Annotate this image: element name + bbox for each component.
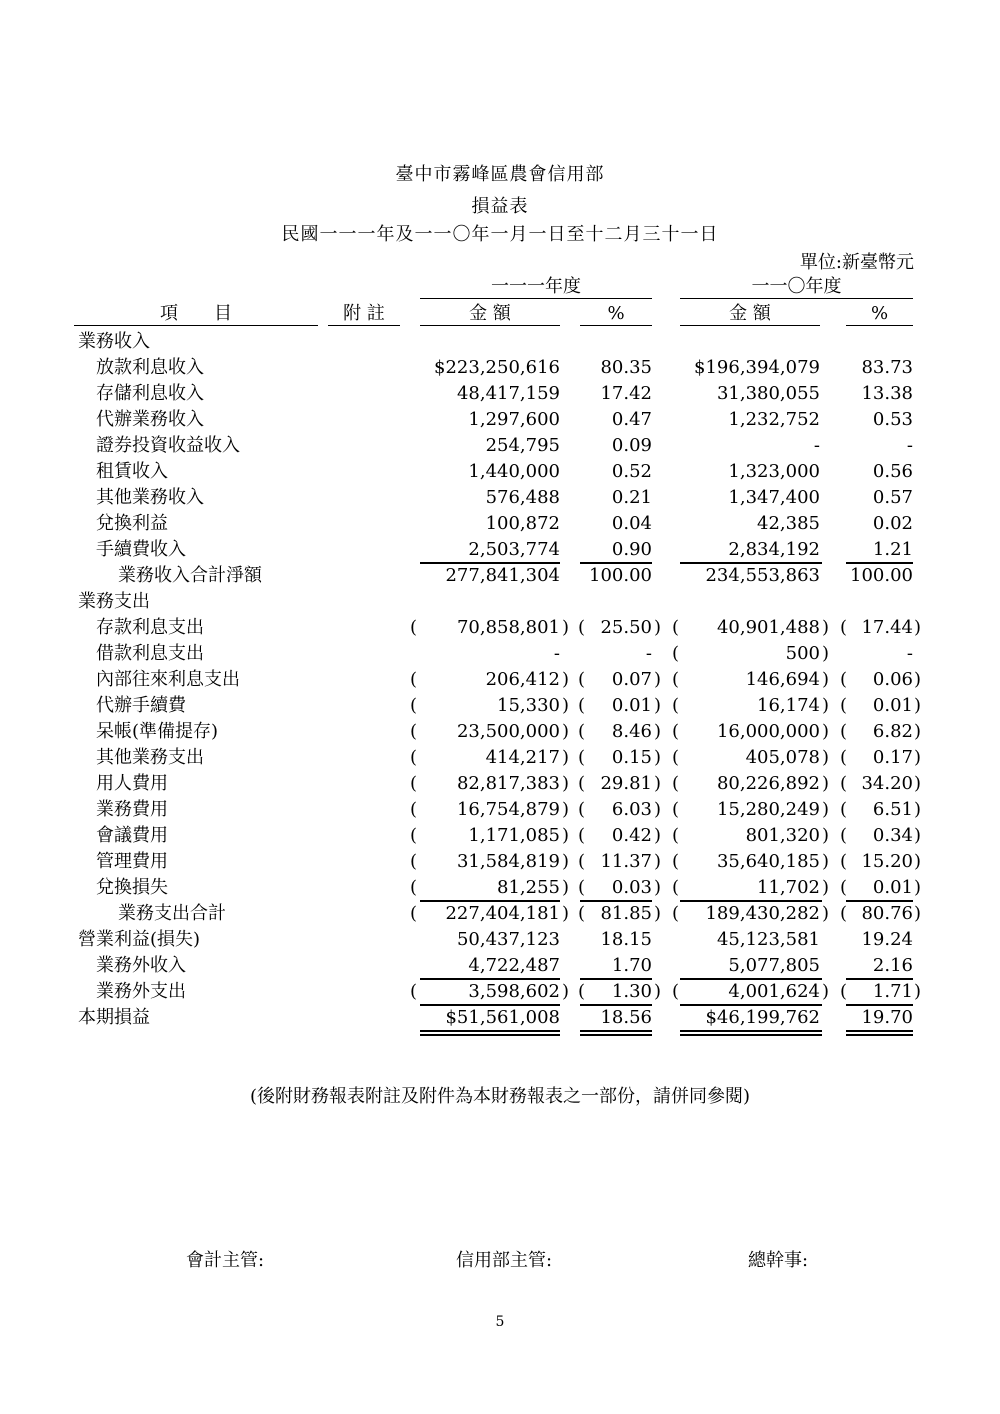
amount-110-value: 500 (785, 643, 820, 664)
paren-mark: ( (410, 981, 418, 1002)
paren-mark: ( (410, 799, 418, 820)
paren-mark: ) (562, 747, 570, 768)
pct-110-value: 19.70 (861, 1007, 913, 1028)
paren-mark: ) (822, 799, 830, 820)
paren-mark: ( (410, 721, 418, 742)
pct-110-value: 80.76 (861, 903, 913, 924)
pct-111-value: 0.04 (611, 513, 652, 534)
row-label: 管理費用 (96, 851, 168, 872)
double-underline-rule (420, 1034, 560, 1036)
amount-110-value: 35,640,185 (716, 851, 820, 872)
signature-general-manager: 總幹事: (748, 1250, 809, 1271)
double-underline-rule (846, 1030, 913, 1032)
amount-111-value: 70,858,801 (456, 617, 560, 638)
year-111-header: 一一一年度 (420, 276, 652, 299)
pct-111-value: 25.50 (600, 617, 652, 638)
amount-110-value: 40,901,488 (716, 617, 820, 638)
paren-mark: ( (410, 825, 418, 846)
table-row (0, 980, 1000, 1006)
paren-mark: ( (840, 877, 848, 898)
signature-credit-manager: 信用部主管: (456, 1250, 553, 1271)
pct-110-value: 2.16 (872, 955, 913, 976)
pct-111-value: 0.01 (611, 695, 652, 716)
pct-111-value: 0.90 (611, 539, 652, 560)
paren-mark: ( (672, 721, 680, 742)
pct-110-value: 1.71 (872, 981, 913, 1002)
pct-110-value: 83.73 (861, 357, 913, 378)
paren-mark: ) (822, 877, 830, 898)
paren-mark: ) (654, 695, 662, 716)
row-label: 手續費收入 (96, 539, 186, 560)
paren-mark: ( (410, 617, 418, 638)
pct-110-value: - (906, 643, 913, 664)
pct-110-value: 34.20 (861, 773, 913, 794)
row-label: 租賃收入 (96, 461, 168, 482)
amount-111-value: 1,171,085 (468, 825, 560, 846)
pct-110-value: 13.38 (861, 383, 913, 404)
paren-mark: ( (840, 617, 848, 638)
amount-111-value: 277,841,304 (445, 565, 560, 586)
paren-mark: ) (914, 825, 922, 846)
paren-mark: ( (840, 981, 848, 1002)
pct-111-header: % (580, 303, 652, 326)
table-row (0, 408, 1000, 434)
amount-110-value: 1,323,000 (728, 461, 820, 482)
paren-mark: ) (822, 851, 830, 872)
paren-mark: ( (578, 851, 586, 872)
amount-110-value: 405,078 (745, 747, 820, 768)
paren-mark: ( (578, 721, 586, 742)
row-label: 證券投資收益收入 (96, 435, 240, 456)
double-underline-rule (846, 1034, 913, 1036)
row-label: 業務支出合計 (118, 903, 226, 924)
amount-111-value: 576,488 (485, 487, 560, 508)
amount-111-value: 2,503,774 (468, 539, 560, 560)
amount-111-value: 81,255 (497, 877, 560, 898)
paren-mark: ) (822, 643, 830, 664)
paren-mark: ) (822, 825, 830, 846)
paren-mark: ) (822, 695, 830, 716)
row-label: 業務外收入 (96, 955, 186, 976)
paren-mark: ) (654, 851, 662, 872)
paren-mark: ( (672, 981, 680, 1002)
paren-mark: ) (654, 773, 662, 794)
pct-110-value: 19.24 (861, 929, 913, 950)
amount-111-value: 50,437,123 (456, 929, 560, 950)
paren-mark: ) (914, 695, 922, 716)
paren-mark: ) (654, 747, 662, 768)
row-label: 營業利益(損失) (78, 929, 201, 950)
paren-mark: ( (578, 981, 586, 1002)
paren-mark: ( (840, 799, 848, 820)
table-row (0, 616, 1000, 642)
amount-110-value: 2,834,192 (728, 539, 820, 560)
row-label: 兌換損失 (96, 877, 168, 898)
amount-110-value: 45,123,581 (716, 929, 820, 950)
amount-110-value: 16,174 (757, 695, 820, 716)
amount-111-value: 1,440,000 (468, 461, 560, 482)
pct-111-value: 8.46 (611, 721, 652, 742)
paren-mark: ) (562, 799, 570, 820)
pct-111-value: 81.85 (600, 903, 652, 924)
pct-111-value: 18.56 (600, 1007, 652, 1028)
amount-110-value: 1,347,400 (728, 487, 820, 508)
table-row (0, 538, 1000, 564)
paren-mark: ( (578, 903, 586, 924)
pct-111-value: 11.37 (600, 851, 652, 872)
pct-110-value: 0.06 (872, 669, 913, 690)
double-underline-rule (680, 1030, 822, 1032)
paren-mark: ) (562, 669, 570, 690)
paren-mark: ( (672, 747, 680, 768)
note-header: 附 註 (328, 303, 400, 326)
paren-mark: ) (654, 981, 662, 1002)
paren-mark: ( (410, 669, 418, 690)
row-label: 兌換利益 (96, 513, 168, 534)
paren-mark: ) (914, 851, 922, 872)
pct-110-value: 6.51 (872, 799, 913, 820)
amount-110-value: 16,000,000 (716, 721, 820, 742)
amount-110-value: 42,385 (757, 513, 820, 534)
pct-110-value: 17.44 (861, 617, 913, 638)
amount-110-header: 金 額 (680, 303, 820, 326)
paren-mark: ) (562, 903, 570, 924)
table-row (0, 382, 1000, 408)
amount-111-value: 31,584,819 (456, 851, 560, 872)
amount-111-value: 100,872 (485, 513, 560, 534)
pct-110-value: 6.82 (872, 721, 913, 742)
paren-mark: ) (654, 825, 662, 846)
paren-mark: ) (822, 617, 830, 638)
table-row (0, 928, 1000, 954)
pct-111-value: 80.35 (600, 357, 652, 378)
paren-mark: ( (672, 851, 680, 872)
paren-mark: ) (562, 773, 570, 794)
amount-110-value: 4,001,624 (728, 981, 820, 1002)
paren-mark: ) (914, 799, 922, 820)
row-label: 業務費用 (96, 799, 168, 820)
table-row (0, 1006, 1000, 1032)
paren-mark: ) (562, 695, 570, 716)
row-label: 存款利息支出 (96, 617, 204, 638)
pct-110-value: 1.21 (872, 539, 913, 560)
pct-111-value: 0.09 (611, 435, 652, 456)
signature-accountant: 會計主管: (186, 1250, 265, 1271)
table-row (0, 824, 1000, 850)
paren-mark: ( (672, 903, 680, 924)
pct-111-value: 1.70 (611, 955, 652, 976)
paren-mark: ( (410, 903, 418, 924)
paren-mark: ) (822, 721, 830, 742)
amount-111-value: - (553, 643, 560, 664)
pct-110-value: 0.01 (872, 695, 913, 716)
pct-111-value: 0.52 (611, 461, 652, 482)
table-row (0, 356, 1000, 382)
paren-mark: ) (822, 669, 830, 690)
paren-mark: ( (840, 903, 848, 924)
amount-110-value: 1,232,752 (728, 409, 820, 430)
pct-110-value: 0.56 (872, 461, 913, 482)
currency-unit: 單位:新臺幣元 (799, 252, 914, 273)
double-underline-rule (680, 1034, 822, 1036)
table-row (0, 460, 1000, 486)
row-label: 代辦手續費 (96, 695, 186, 716)
paren-mark: ) (654, 617, 662, 638)
double-underline-rule (580, 1034, 652, 1036)
paren-mark: ( (840, 773, 848, 794)
table-row (0, 694, 1000, 720)
amount-110-value: 80,226,892 (716, 773, 820, 794)
paren-mark: ) (914, 877, 922, 898)
paren-mark: ( (578, 799, 586, 820)
paren-mark: ) (654, 721, 662, 742)
row-label: 內部往來利息支出 (96, 669, 240, 690)
pct-111-value: 29.81 (600, 773, 652, 794)
paren-mark: ) (562, 617, 570, 638)
amount-111-header: 金 額 (420, 303, 560, 326)
paren-mark: ( (840, 851, 848, 872)
paren-mark: ) (822, 981, 830, 1002)
amount-111-value: $51,561,008 (445, 1007, 560, 1028)
paren-mark: ( (672, 643, 680, 664)
row-label: 用人費用 (96, 773, 168, 794)
paren-mark: ) (654, 877, 662, 898)
table-row (0, 954, 1000, 980)
amount-111-value: 254,795 (485, 435, 560, 456)
paren-mark: ( (578, 617, 586, 638)
double-underline-rule (420, 1030, 560, 1032)
row-label: 借款利息支出 (96, 643, 204, 664)
pct-110-header: % (846, 303, 913, 326)
footnote: (後附財務報表附註及附件為本財務報表之一部份，請併同參閱) (249, 1086, 751, 1107)
amount-111-value: 16,754,879 (456, 799, 560, 820)
paren-mark: ( (410, 773, 418, 794)
paren-mark: ( (410, 695, 418, 716)
pct-110-value: 0.34 (872, 825, 913, 846)
row-label: 會議費用 (96, 825, 168, 846)
pct-110-value: 0.17 (872, 747, 913, 768)
paren-mark: ( (672, 773, 680, 794)
amount-110-value: 15,280,249 (716, 799, 820, 820)
paren-mark: ) (914, 617, 922, 638)
paren-mark: ) (562, 877, 570, 898)
amount-110-value: 189,430,282 (705, 903, 820, 924)
row-label: 存儲利息收入 (96, 383, 204, 404)
amount-111-value: 3,598,602 (468, 981, 560, 1002)
paren-mark: ( (578, 747, 586, 768)
amount-111-value: $223,250,616 (434, 357, 560, 378)
row-label: 本期損益 (78, 1007, 150, 1028)
paren-mark: ) (654, 669, 662, 690)
amount-111-value: 227,404,181 (445, 903, 560, 924)
paren-mark: ) (914, 747, 922, 768)
pct-111-value: 0.03 (611, 877, 652, 898)
paren-mark: ( (840, 721, 848, 742)
pct-111-value: 0.15 (611, 747, 652, 768)
table-row (0, 330, 1000, 356)
paren-mark: ) (562, 721, 570, 742)
paren-mark: ( (578, 825, 586, 846)
pct-111-value: 0.47 (611, 409, 652, 430)
paren-mark: ( (410, 851, 418, 872)
pct-110-value: 15.20 (861, 851, 913, 872)
paren-mark: ( (840, 747, 848, 768)
paren-mark: ( (578, 669, 586, 690)
item-header: 項 目 (74, 303, 318, 326)
paren-mark: ) (914, 669, 922, 690)
amount-111-value: 206,412 (485, 669, 560, 690)
table-row (0, 746, 1000, 772)
paren-mark: ) (822, 903, 830, 924)
row-label: 業務收入 (78, 331, 150, 352)
paren-mark: ) (562, 825, 570, 846)
amount-111-value: 4,722,487 (468, 955, 560, 976)
paren-mark: ( (672, 617, 680, 638)
paren-mark: ( (672, 669, 680, 690)
paren-mark: ) (562, 981, 570, 1002)
org-name: 臺中市霧峰區農會信用部 (395, 164, 605, 185)
pct-111-value: - (645, 643, 652, 664)
table-row (0, 720, 1000, 746)
report-period: 民國一一一年及一一〇年一月一日至十二月三十一日 (281, 224, 719, 245)
paren-mark: ( (578, 695, 586, 716)
row-label: 業務收入合計淨額 (118, 565, 262, 586)
amount-110-value: 234,553,863 (705, 565, 820, 586)
paren-mark: ) (654, 799, 662, 820)
table-row (0, 590, 1000, 616)
paren-mark: ) (822, 747, 830, 768)
amount-111-value: 82,817,383 (456, 773, 560, 794)
table-row (0, 772, 1000, 798)
paren-mark: ) (914, 773, 922, 794)
page-number: 5 (495, 1314, 505, 1330)
table-row (0, 486, 1000, 512)
pct-110-value: 0.01 (872, 877, 913, 898)
paren-mark: ( (672, 825, 680, 846)
paren-mark: ( (672, 695, 680, 716)
paren-mark: ( (672, 799, 680, 820)
pct-110-value: 0.53 (872, 409, 913, 430)
pct-110-value: 100.00 (850, 565, 913, 586)
paren-mark: ) (822, 773, 830, 794)
table-row (0, 876, 1000, 902)
row-label: 業務外支出 (96, 981, 186, 1002)
paren-mark: ( (840, 695, 848, 716)
amount-111-value: 15,330 (497, 695, 560, 716)
amount-110-value: - (813, 435, 820, 456)
pct-111-value: 0.42 (611, 825, 652, 846)
amount-110-value: 146,694 (745, 669, 820, 690)
table-row (0, 798, 1000, 824)
pct-111-value: 18.15 (600, 929, 652, 950)
paren-mark: ) (654, 903, 662, 924)
paren-mark: ( (672, 877, 680, 898)
pct-110-value: 0.02 (872, 513, 913, 534)
pct-111-value: 6.03 (611, 799, 652, 820)
amount-111-value: 48,417,159 (456, 383, 560, 404)
pct-110-value: - (906, 435, 913, 456)
row-label: 業務支出 (78, 591, 150, 612)
amount-110-value: $46,199,762 (705, 1007, 820, 1028)
paren-mark: ( (840, 669, 848, 690)
amount-110-value: 801,320 (745, 825, 820, 846)
pct-111-value: 17.42 (600, 383, 652, 404)
double-underline-rule (580, 1030, 652, 1032)
amount-111-value: 23,500,000 (456, 721, 560, 742)
paren-mark: ( (410, 877, 418, 898)
pct-111-value: 100.00 (589, 565, 652, 586)
paren-mark: ) (562, 851, 570, 872)
amount-111-value: 1,297,600 (468, 409, 560, 430)
year-110-header: 一一〇年度 (680, 276, 913, 299)
row-label: 代辦業務收入 (96, 409, 204, 430)
table-row (0, 434, 1000, 460)
amount-110-value: 5,077,805 (728, 955, 820, 976)
amount-110-value: 31,380,055 (716, 383, 820, 404)
paren-mark: ( (578, 773, 586, 794)
row-label: 呆帳(準備提存) (96, 721, 219, 742)
pct-111-value: 0.21 (611, 487, 652, 508)
paren-mark: ( (410, 747, 418, 768)
paren-mark: ) (914, 721, 922, 742)
paren-mark: ) (914, 903, 922, 924)
row-label: 放款利息收入 (96, 357, 204, 378)
row-label: 其他業務收入 (96, 487, 204, 508)
table-row (0, 642, 1000, 668)
table-row (0, 512, 1000, 538)
paren-mark: ( (578, 877, 586, 898)
row-label: 其他業務支出 (96, 747, 204, 768)
pct-110-value: 0.57 (872, 487, 913, 508)
amount-111-value: 414,217 (485, 747, 560, 768)
table-row (0, 564, 1000, 590)
table-row (0, 850, 1000, 876)
amount-110-value: 11,702 (757, 877, 820, 898)
pct-111-value: 0.07 (611, 669, 652, 690)
paren-mark: ) (914, 981, 922, 1002)
paren-mark: ( (840, 825, 848, 846)
pct-111-value: 1.30 (611, 981, 652, 1002)
amount-110-value: $196,394,079 (694, 357, 820, 378)
report-title: 損益表 (471, 196, 529, 217)
table-row (0, 902, 1000, 928)
table-row (0, 668, 1000, 694)
